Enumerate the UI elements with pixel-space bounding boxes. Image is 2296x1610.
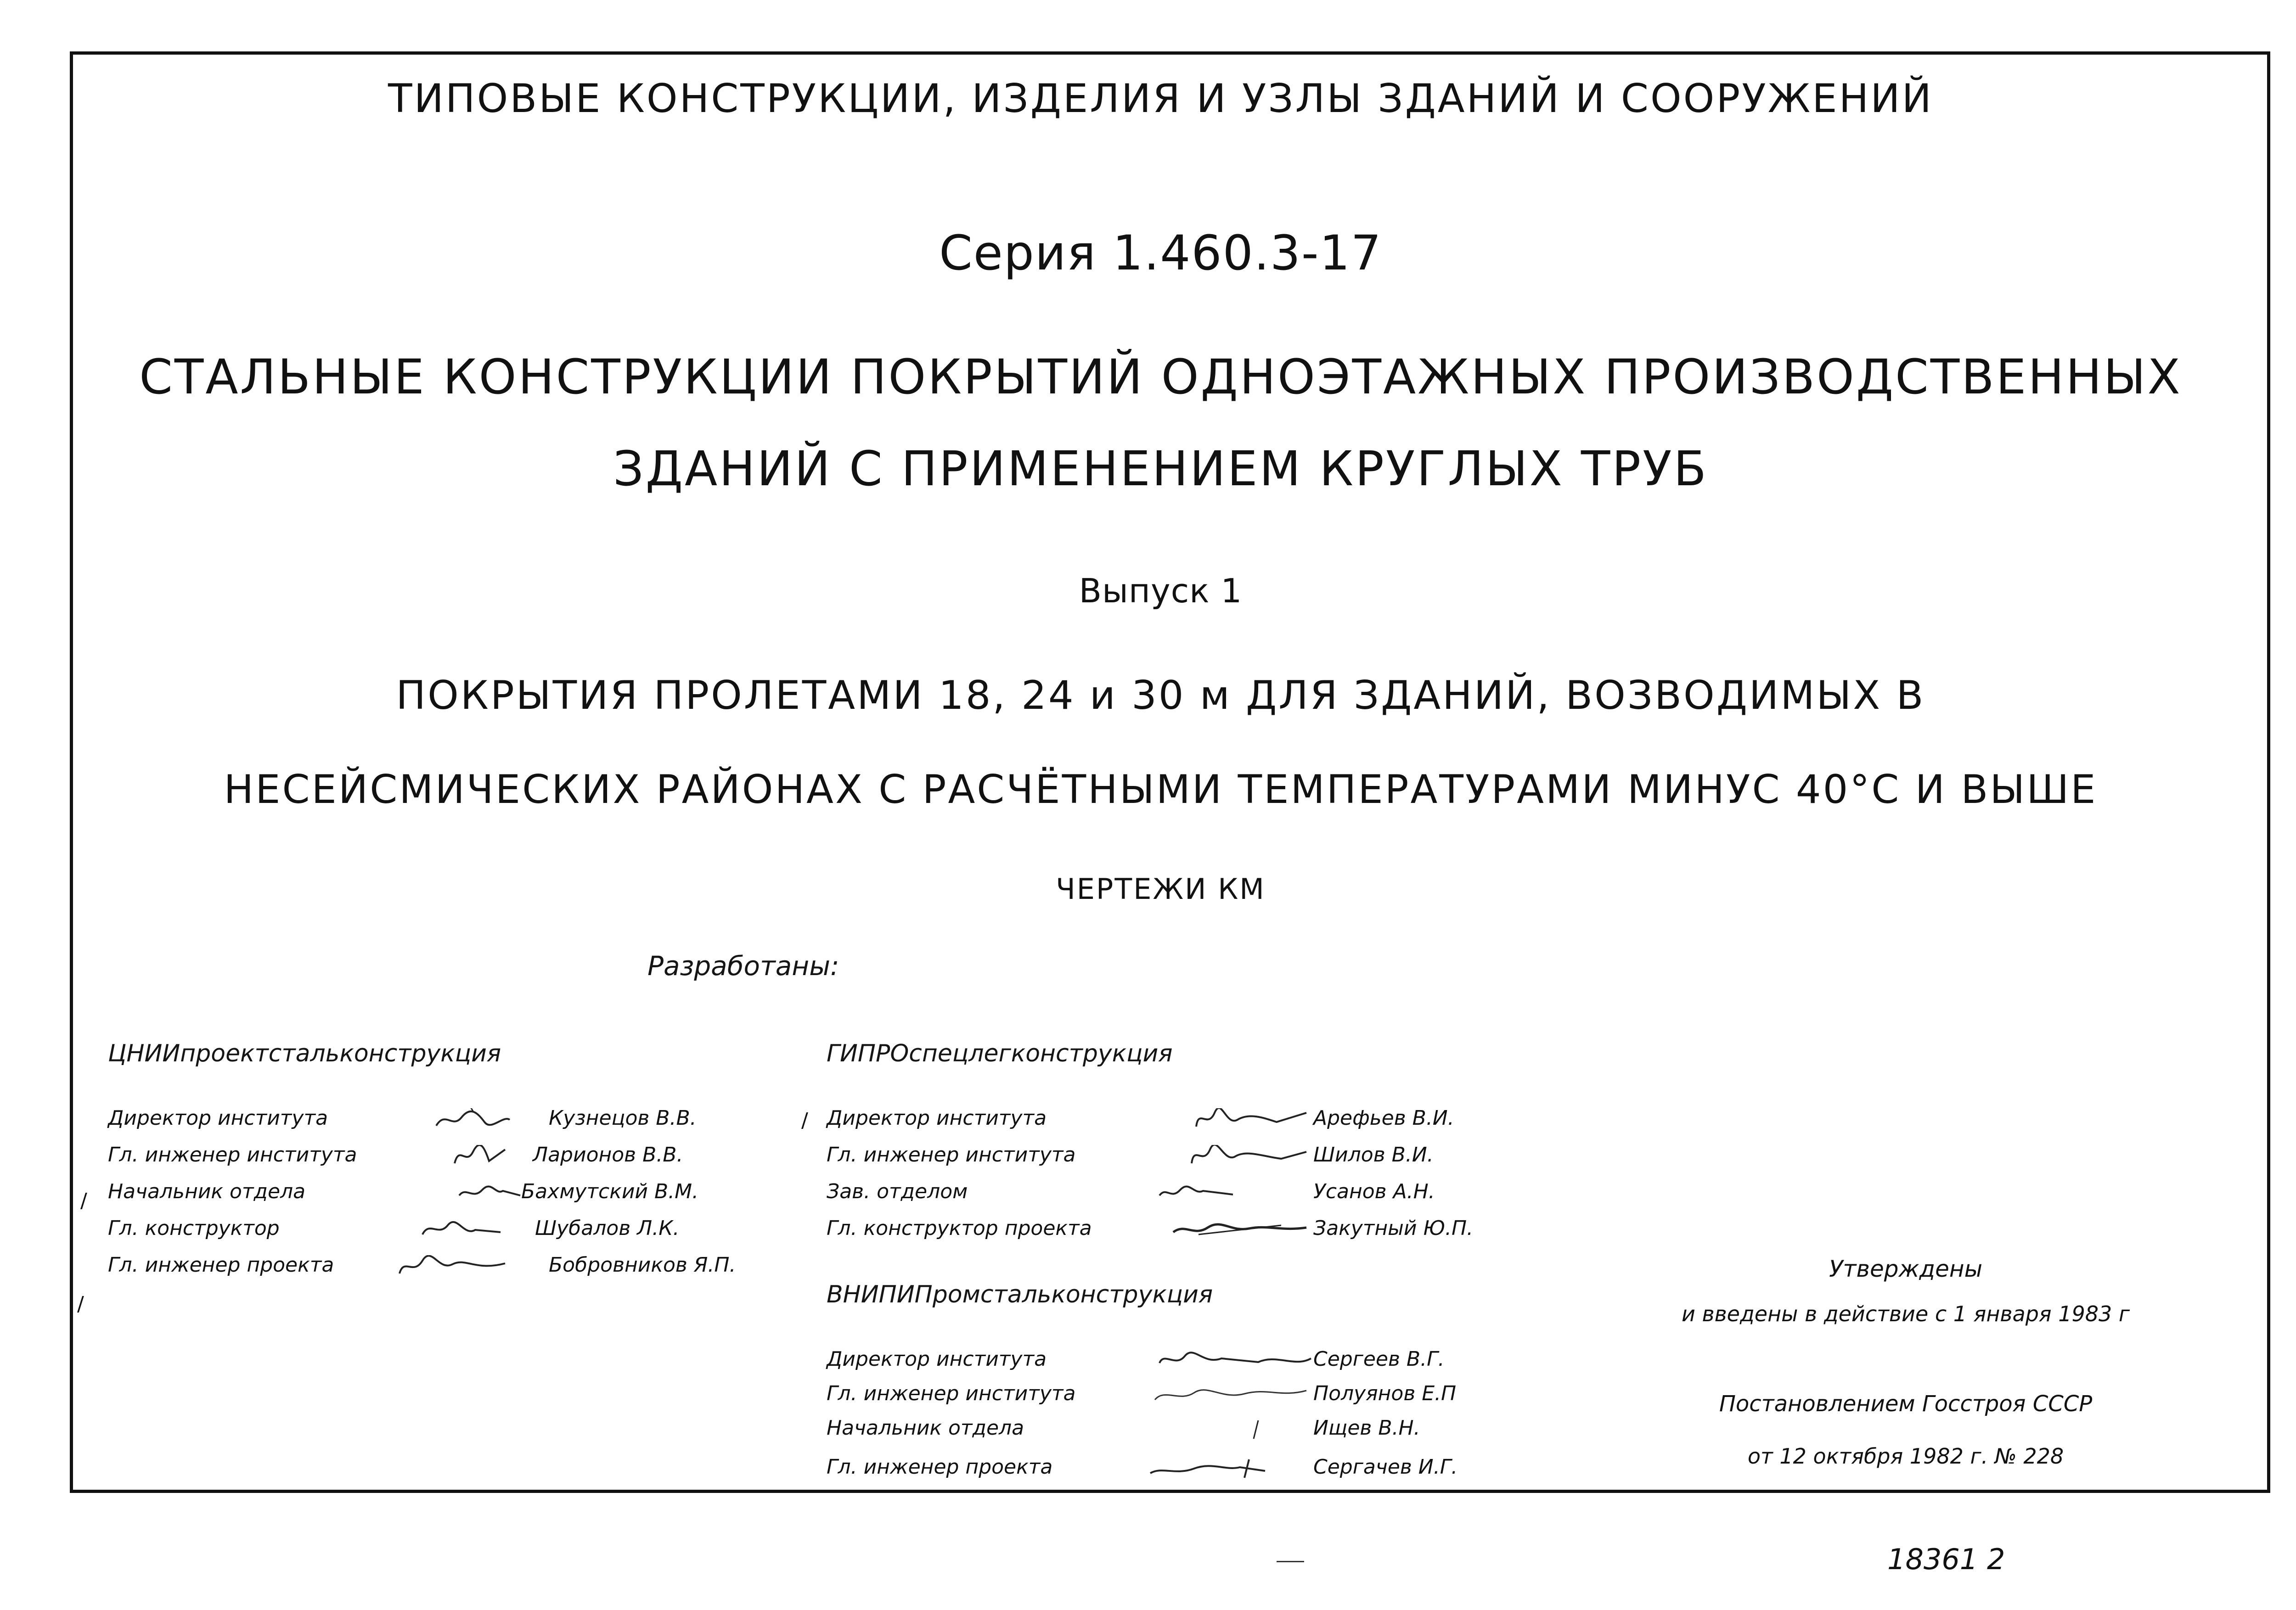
person-name: Арефьев В.И. <box>1313 1106 1454 1130</box>
org3-name: ВНИПИПромстальконструкция <box>827 1281 1213 1308</box>
role-label: Зав. отделом <box>827 1180 968 1203</box>
margin-tick: / <box>77 1292 84 1316</box>
signature-mark <box>1153 1384 1309 1402</box>
person-name: Закутный Ю.П. <box>1313 1217 1474 1240</box>
role-label: Директор института <box>108 1106 328 1130</box>
person-name: Ищев В.Н. <box>1313 1416 1420 1440</box>
signature-mark <box>434 1108 512 1127</box>
role-label: Гл. конструктор проекта <box>827 1217 1092 1240</box>
signature-mark <box>1194 1108 1309 1127</box>
margin-tick: / <box>801 1109 808 1132</box>
signature-mark <box>1189 1145 1309 1163</box>
divider-mark <box>1277 1561 1304 1562</box>
signature-mark <box>1157 1182 1235 1200</box>
person-name: Усанов А.Н. <box>1313 1180 1435 1203</box>
subtitle-line1: ПОКРЫТИЯ ПРОЛЕТАМИ 18, 24 и 30 м ДЛЯ ЗДАНИЙ, ВОЗВОДИМЫХ В <box>396 673 1925 718</box>
signature-mark <box>1240 1418 1267 1436</box>
role-label: Начальник отдела <box>827 1416 1024 1440</box>
header-catalog-line: ТИПОВЫЕ КОНСТРУКЦИИ, ИЗДЕЛИЯ И УЗЛЫ ЗДАНИЙ И СООРУЖЕНИЙ <box>388 76 1933 122</box>
approval-decree: Постановлением Госстроя СССР <box>1719 1391 2093 1417</box>
org2-name: ГИПРОспецлегконструкция <box>827 1040 1173 1067</box>
person-name: Бахмутский В.М. <box>521 1180 699 1203</box>
person-name: Сергеев В.Г. <box>1313 1347 1445 1371</box>
series-number: Серия 1.460.3-17 <box>939 225 1382 281</box>
role-label: Гл. инженер института <box>108 1143 357 1167</box>
sheet-mark: 18361 2 <box>1887 1543 2005 1576</box>
role-label: Гл. инженер института <box>827 1382 1076 1405</box>
document-title-line1: СТАЛЬНЫЕ КОНСТРУКЦИИ ПОКРЫТИЙ ОДНОЭТАЖНЫХ ПРОИЗВОДСТВЕННЫХ <box>139 349 2182 405</box>
role-label: Директор института <box>827 1347 1047 1371</box>
issue-number: Выпуск 1 <box>1079 572 1243 610</box>
signature-mark <box>452 1145 507 1163</box>
person-name: Полуянов Е.П <box>1313 1382 1457 1405</box>
approval-decree-date: от 12 октября 1982 г. № 228 <box>1747 1444 2064 1469</box>
org1-name: ЦНИИпроектстальконструкция <box>108 1040 501 1067</box>
approval-heading: Утверждены <box>1829 1256 1983 1282</box>
role-label: Директор института <box>827 1106 1047 1130</box>
approval-effective-date: и введены в действие с 1 января 1983 г <box>1681 1301 2130 1326</box>
person-name: Кузнецов В.В. <box>549 1106 697 1130</box>
person-name: Сергачев И.Г. <box>1313 1455 1458 1479</box>
person-name: Шубалов Л.К. <box>535 1217 680 1240</box>
signature-mark <box>457 1182 521 1200</box>
document-title-line2: ЗДАНИЙ С ПРИМЕНЕНИЕМ КРУГЛЫХ ТРУБ <box>613 441 1708 497</box>
person-name: Бобровников Я.П. <box>549 1253 736 1277</box>
person-name: Шилов В.И. <box>1313 1143 1434 1167</box>
signature-mark <box>420 1218 503 1237</box>
signature-mark <box>1148 1457 1267 1475</box>
role-label: Начальник отдела <box>108 1180 306 1203</box>
role-label: Гл. инженер института <box>827 1143 1076 1167</box>
role-label: Гл. инженер проекта <box>108 1253 334 1277</box>
person-name: Ларионов В.В. <box>533 1143 683 1167</box>
role-label: Гл. конструктор <box>108 1217 280 1240</box>
subtitle-line2: НЕСЕЙСМИЧЕСКИХ РАЙОНАХ С РАСЧЁТНЫМИ ТЕМПЕРАТУРАМИ МИНУС 40°С И ВЫШЕ <box>224 767 2098 813</box>
margin-tick: / <box>80 1189 87 1212</box>
signature-mark <box>1171 1218 1309 1237</box>
signature-mark <box>1157 1349 1313 1368</box>
drawings-label: ЧЕРТЕЖИ КМ <box>1056 872 1266 906</box>
role-label: Гл. инженер проекта <box>827 1455 1053 1479</box>
developed-by-label: Разработаны: <box>647 950 839 982</box>
signature-mark <box>397 1255 507 1273</box>
